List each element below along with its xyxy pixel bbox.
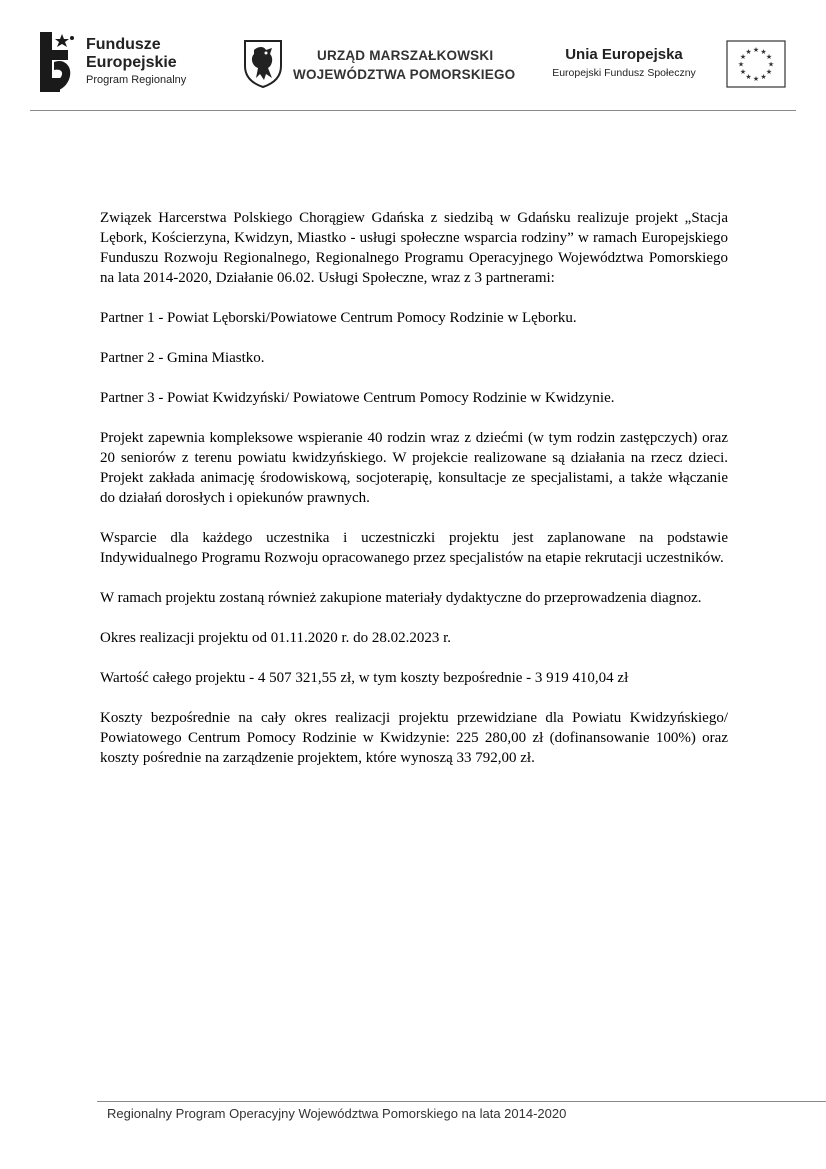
svg-text:★: ★ [739, 68, 747, 76]
paragraph-partner-2: Partner 2 - Gmina Miastko. [100, 350, 265, 366]
eu-flag-icon [726, 40, 786, 88]
marshal-office-line1: URZĄD MARSZAŁKOWSKI [317, 48, 494, 63]
marshal-office-line2: WOJEWÓDZTWA POMORSKIEGO [293, 67, 516, 82]
page-header [0, 0, 826, 112]
paragraph-project-intro: Związek Harcerstwa Polskiego Chorągiew Gdańska z siedzibą w Gdańsku realizuje projekt „Stacja Lębork, Kościerzyna, Kwidzyn, Miastko - usługi społeczne wsparcia rodziny” w ramach Europejskiego Funduszu Rozwoju Regionalnego, Regionalnego Programu Operacyjnego Województwa Pomorskiego na lata 2014-2020, Działanie 06.02. Usługi Społeczne, wraz z 3 partnerami: [100, 210, 728, 286]
funds-logo-line3: Program Regionalny [86, 74, 187, 86]
document-body [100, 208, 728, 768]
european-funds-logo [38, 30, 228, 94]
paragraph-project-scope: Projekt zapewnia kompleksowe wspieranie 40 rodzin wraz z dziećmi (w tym rodzin zastępczych) oraz 20 seniorów z terenu powiatu kwidzyńskiego. W projekcie realizowane są działania na rzecz dzieci. Projekt zakłada animację środowiskową, socjoterapię, konsultacje ze specjalistami, a także włączanie do działań dorosłych i opiekunów prawnych. [100, 430, 728, 506]
funds-logo-line1: Fundusze [86, 36, 161, 53]
svg-text:★: ★ [745, 73, 752, 81]
paragraph-participant-support: Wsparcie dla każdego uczestnika i uczestniczki projektu jest zaplanowane na podstawie Indywidualnego Programu Rozwoju opracowanego przez specjalistów na etapie rekrutacji uczestników. [100, 530, 728, 566]
svg-text:★: ★ [737, 60, 745, 69]
svg-text:★: ★ [767, 60, 775, 69]
header-divider [30, 110, 796, 111]
svg-text:★: ★ [745, 48, 752, 56]
european-funds-emblem-icon [38, 30, 78, 94]
footer-program-name: Regionalny Program Operacyjny Województwa Pomorskiego na lata 2014-2020 [107, 1106, 567, 1121]
footer-divider [97, 1101, 826, 1102]
svg-text:★: ★ [752, 75, 760, 83]
funds-logo-line2: Europejskie [86, 54, 177, 71]
paragraph-materials: W ramach projektu zostaną również zakupione materiały dydaktyczne do przeprowadzenia diagnoz. [100, 590, 702, 606]
svg-text:★: ★ [760, 48, 767, 56]
paragraph-duration: Okres realizacji projektu od 01.11.2020 r. do 28.02.2023 r. [100, 630, 452, 646]
svg-text:★: ★ [739, 53, 747, 61]
european-union-logo [546, 40, 791, 92]
svg-text:★: ★ [752, 46, 760, 54]
paragraph-partner-1: Partner 1 - Powiat Lęborski/Powiatowe Centrum Pomocy Rodzinie w Lęborku. [100, 310, 577, 326]
european-union-wordmark [546, 46, 702, 82]
paragraph-project-value: Wartość całego projektu - 4 507 321,55 zł, w tym koszty bezpośrednie - 3 919 410,04 zł [100, 670, 629, 686]
marshal-office-wordmark [293, 46, 515, 84]
eu-logo-line1: Unia Europejska [565, 46, 683, 63]
paragraph-partner-3: Partner 3 - Powiat Kwidzyński/ Powiatowe Centrum Pomocy Rodzinie w Kwidzynie. [100, 390, 615, 406]
svg-text:★: ★ [765, 53, 773, 61]
pomeranian-griffin-crest-icon [242, 38, 284, 88]
marshal-office-logo [242, 38, 532, 90]
eu-logo-line2: Europejski Fundusz Społeczny [552, 67, 696, 79]
paragraph-direct-costs: Koszty bezpośrednie na cały okres realizacji projektu przewidziane dla Powiatu Kwidzyńskiego/ Powiatowego Centrum Pomocy Rodzinie w Kwidzynie: 225 280,00 zł (dofinansowanie 100%) oraz koszty pośrednie na zarządzenie projektem, które wynoszą 33 792,00 zł. [100, 710, 728, 766]
svg-text:★: ★ [765, 68, 773, 76]
european-funds-wordmark [86, 36, 186, 88]
svg-text:★: ★ [760, 73, 767, 81]
